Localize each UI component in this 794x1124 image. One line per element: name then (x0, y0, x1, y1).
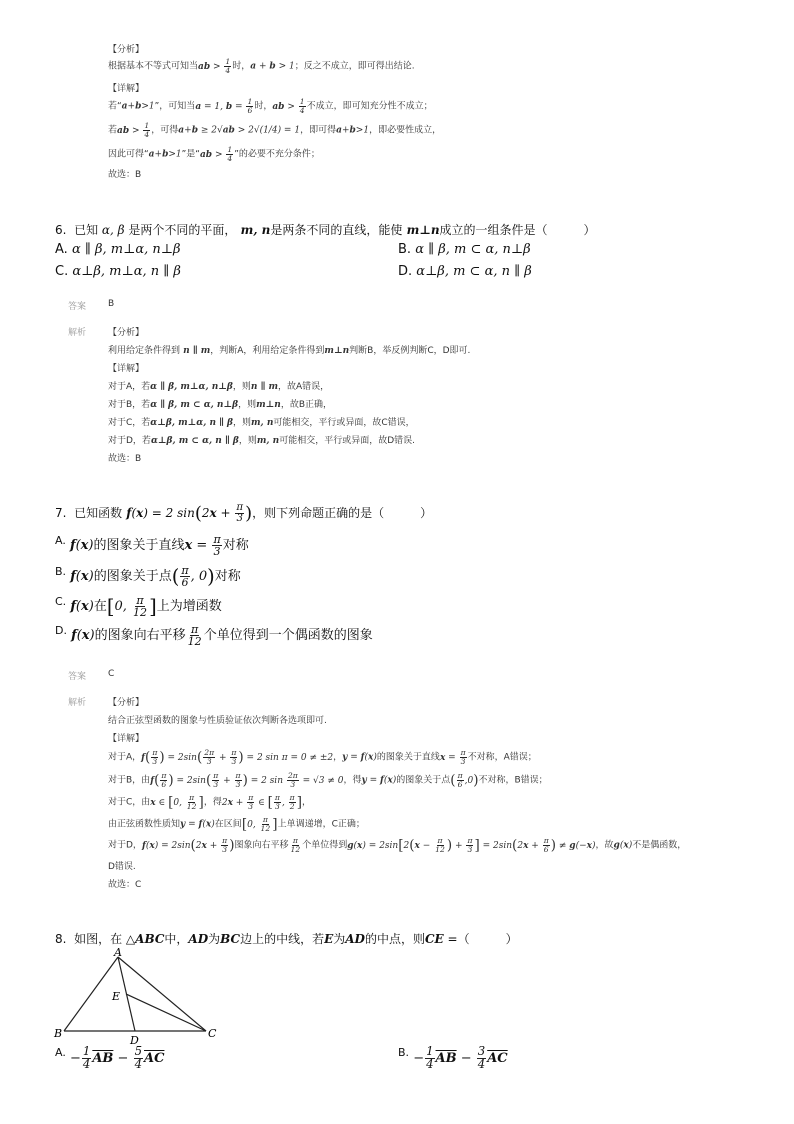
q8-stem: 8. 如图，在 △ABC中，AD为BC边上的中线，若E为AD的中点，则CE =（ ） (55, 932, 518, 946)
q7-stem: 7. 已知函数 f(x) = 2 sin(2x + $\frac{\pi}{3}$ )，则下列命题正确的是（ ） (55, 502, 433, 525)
q7-option-b[interactable]: $^{B.}$ f(x)的图象关于点( $\frac{\pi}{6}$ , 0)对称 (55, 564, 241, 590)
q5-choice: 故选：B (108, 170, 142, 180)
point-c-label: C (208, 1027, 217, 1040)
q6-tag-analysis: 【分析】 (108, 328, 145, 338)
q8-option-b[interactable]: $^{B.}$ − $\frac{1}{4}$ $\overline{AB}$ − $\frac{3}{4}$ $\overline{AC}$ (398, 1044, 508, 1071)
q7-detail-line-6: D错误. (108, 862, 136, 872)
q6-option-d[interactable]: D. α⊥β, m ⊂ α, n ∥ β (398, 264, 532, 279)
point-a-label: A (114, 946, 122, 959)
q6-stem: 6. 已知 α, β 是两个不同的平面， m, n是两条不同的直线，能使 m⊥n成立的一组条件是（ ） (55, 223, 596, 237)
edge-ac (118, 957, 206, 1031)
q6-option-b[interactable]: B. α ∥ β, m ⊂ α, n⊥β (398, 242, 531, 257)
q7-analysis-line: 结合正弦型函数的图象与性质验证依次判断各选项即可. (108, 716, 327, 726)
q6-option-a[interactable]: A. α ∥ β, m⊥α, n⊥β (55, 242, 181, 257)
q7-choice: 故选：C (108, 880, 142, 890)
q6-detail-line-2: 对于B，若α ∥ β, m ⊂ α, n⊥β，则m⊥n，故B正确， (108, 400, 332, 410)
edge-ab (64, 957, 121, 1031)
q6-choice: 故选：B (108, 454, 142, 464)
q6-detail-line-4: 对于D，若α⊥β, m ⊂ α, n ∥ β，则m, n可能相交，平行或异面，故D错误. (108, 436, 415, 446)
q7-detail-line-1: 对于A，f( $\frac{\pi}{3}$ ) = 2sin( $\frac{2\pi}{3}$ + $\frac{\pi}{3}$ ) = 2 sin π = 0 ≠ ±2，y = f(x)的图象关于直线x = $\frac{\pi}{3}$ 不对称，A错误； (108, 748, 537, 766)
q6-analysis-line: 利用给定条件得到 n ∥ m，判断A，利用给定条件得到m⊥n判断B，举反例判断C，D即可. (108, 346, 471, 356)
q5-detail-line-3: 因此可得“a+b>1”是“ab > $\frac{1}{4}$ ”的必要不充分条件； (108, 145, 320, 163)
q8-triangle-figure (50, 945, 230, 1045)
q7-option-c[interactable]: $^{C.}$ f(x)在[0, $\frac{\pi}{12}$ ]上为增函数 (55, 594, 222, 620)
q6-tag-detail: 【详解】 (108, 364, 145, 374)
q7-answer-label: 答案 (68, 672, 87, 682)
q7-explain-label: 解析 (68, 698, 87, 708)
q7-tag-analysis: 【分析】 (108, 698, 145, 708)
q7-detail-line-5: 对于D，f(x) = 2sin(2x + $\frac{\pi}{3}$ )图象向右平移 $\frac{\pi}{12}$ 个单位得到g(x) = 2sin[2(x − $\frac{\pi}{12}$ ) + $\frac{\pi}{3}$ ] = 2sin(2x + $\frac{\pi}{6}$ ) ≠ g(−x)，故g(x)不是偶函数， (108, 836, 687, 854)
q6-answer-label: 答案 (68, 302, 87, 312)
q8-option-a[interactable]: $^{A.}$ − $\frac{1}{4}$ $\overline{AB}$ − $\frac{5}{4}$ $\overline{AC}$ (55, 1044, 165, 1071)
q5-detail-line-1: 若“a+b>1”，可知当a = 1, b = $\frac{1}{6}$ 时，ab > $\frac{1}{4}$ 不成立，即可知充分性不成立； (108, 97, 433, 115)
q5-tag-analysis: 【分析】 (108, 45, 145, 55)
q5-detail-line-2: 若ab > $\frac{1}{4}$ ，可得a+b ≥ 2√ab > 2√(1/4) = 1，即可得a+b>1，即必要性成立， (108, 121, 442, 139)
q7-detail-line-3: 对于C，由x ∈ [0, $\frac{\pi}{12}$ ]，得2x + $\frac{\pi}{3}$ ∈ [ $\frac{\pi}{3}$ , $\frac{\pi}{2}$ ]， (108, 793, 311, 811)
q5-analysis-line: 根据基本不等式可知当ab > $\frac{1}{4}$ 时，a + b > 1；反之不成立，即可得出结论. (108, 57, 415, 75)
q7-detail-line-2: 对于B，由f( $\frac{\pi}{6}$ ) = 2sin( $\frac{\pi}{3}$ + $\frac{\pi}{3}$ ) = 2 sin $\frac{2\pi}{3}$ = √3 ≠ 0，得y = f(x)的图象关于点( $\frac{\pi}{6}$ ,0)不对称，B错误； (108, 771, 548, 789)
q7-tag-detail: 【详解】 (108, 734, 145, 744)
q5-tag-detail: 【详解】 (108, 84, 145, 94)
q7-detail-line-4: 由正弦函数性质知y = f(x)在区间[0, $\frac{\pi}{12}$ ]上单调递增，C正确； (108, 815, 365, 833)
q6-answer: B (108, 299, 115, 309)
q6-detail-line-1: 对于A，若α ∥ β, m⊥α, n⊥β，则n ∥ m，故A错误， (108, 382, 330, 392)
q7-option-d[interactable]: $^{D.}$ f(x)的图象向右平移 $\frac{\pi}{12}$ 个单位得到一个偶函数的图象 (55, 623, 373, 649)
q7-answer: C (108, 669, 115, 679)
q6-explain-label: 解析 (68, 328, 87, 338)
point-b-label: B (54, 1027, 63, 1040)
q7-option-a[interactable]: $^{A.}$ f(x)的图象关于直线x = $\frac{\pi}{3}$ 对称 (55, 533, 249, 559)
q6-option-c[interactable]: C. α⊥β, m⊥α, n ∥ β (55, 264, 181, 279)
point-e-label: E (112, 990, 121, 1003)
segment-ce (126, 994, 206, 1031)
q6-detail-line-3: 对于C，若α⊥β, m⊥α, n ∥ β，则m, n可能相交，平行或异面，故C错误， (108, 418, 415, 428)
point-d-label: D (130, 1034, 139, 1045)
